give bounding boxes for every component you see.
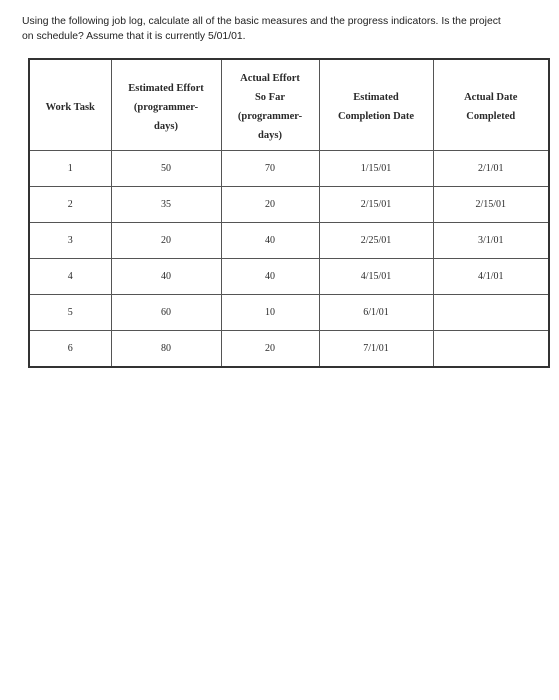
cell-work-task: 4 xyxy=(29,259,111,295)
header-line: Estimated Effort xyxy=(128,82,204,94)
cell-actual-effort: 40 xyxy=(221,259,319,295)
header-line: So Far xyxy=(254,92,286,103)
question-line-2: on schedule? Assume that it is currently 5/01/01. xyxy=(22,31,246,42)
cell-actual-completed: 3/1/01 xyxy=(433,223,549,259)
cell-estimated-effort: 50 xyxy=(111,151,221,187)
table-row xyxy=(29,331,549,368)
cell-actual-effort: 40 xyxy=(221,223,319,259)
question-text xyxy=(22,14,552,44)
header-actual-date-completed xyxy=(433,59,549,151)
cell-estimated-completion: 2/15/01 xyxy=(319,187,433,223)
header-line: Completed xyxy=(466,111,516,122)
header-line: Completion Date xyxy=(337,111,415,122)
header-actual-effort xyxy=(221,59,319,151)
header-line: Work Task xyxy=(45,101,95,113)
header-line: days) xyxy=(154,120,178,132)
cell-actual-effort: 70 xyxy=(221,151,319,187)
table-row xyxy=(29,295,549,331)
table-row xyxy=(29,223,549,259)
table-row xyxy=(29,151,549,187)
header-line: Estimated xyxy=(353,92,399,103)
table-header-row xyxy=(29,59,549,151)
cell-estimated-effort: 60 xyxy=(111,295,221,331)
table-row xyxy=(29,187,549,223)
cell-actual-completed: 2/1/01 xyxy=(433,151,549,187)
cell-actual-completed xyxy=(433,331,549,368)
cell-estimated-effort: 40 xyxy=(111,259,221,295)
header-line: Actual Effort xyxy=(240,73,300,84)
header-line: (programmer- xyxy=(133,101,199,113)
cell-work-task: 5 xyxy=(29,295,111,331)
cell-work-task: 1 xyxy=(29,151,111,187)
header-estimated-completion xyxy=(319,59,433,151)
cell-actual-effort: 20 xyxy=(221,331,319,368)
cell-actual-effort: 10 xyxy=(221,295,319,331)
cell-estimated-effort: 35 xyxy=(111,187,221,223)
cell-estimated-completion: 4/15/01 xyxy=(319,259,433,295)
cell-work-task: 6 xyxy=(29,331,111,368)
header-line: Actual Date xyxy=(464,92,518,103)
cell-actual-completed: 2/15/01 xyxy=(433,187,549,223)
header-line: days) xyxy=(258,130,282,141)
cell-actual-effort: 20 xyxy=(221,187,319,223)
cell-estimated-completion: 1/15/01 xyxy=(319,151,433,187)
question-line-1: Using the following job log, calculate all of the basic measures and the progress indicators. Is the project xyxy=(22,16,501,27)
cell-estimated-effort: 20 xyxy=(111,223,221,259)
cell-actual-completed xyxy=(433,295,549,331)
job-log-table xyxy=(28,58,550,368)
table-row xyxy=(29,259,549,295)
cell-actual-completed: 4/1/01 xyxy=(433,259,549,295)
cell-work-task: 3 xyxy=(29,223,111,259)
cell-estimated-completion: 2/25/01 xyxy=(319,223,433,259)
header-line: (programmer- xyxy=(237,111,303,122)
cell-estimated-effort: 80 xyxy=(111,331,221,368)
cell-estimated-completion: 7/1/01 xyxy=(319,331,433,368)
header-estimated-effort xyxy=(111,59,221,151)
cell-estimated-completion: 6/1/01 xyxy=(319,295,433,331)
cell-work-task: 2 xyxy=(29,187,111,223)
header-work-task xyxy=(29,59,111,151)
